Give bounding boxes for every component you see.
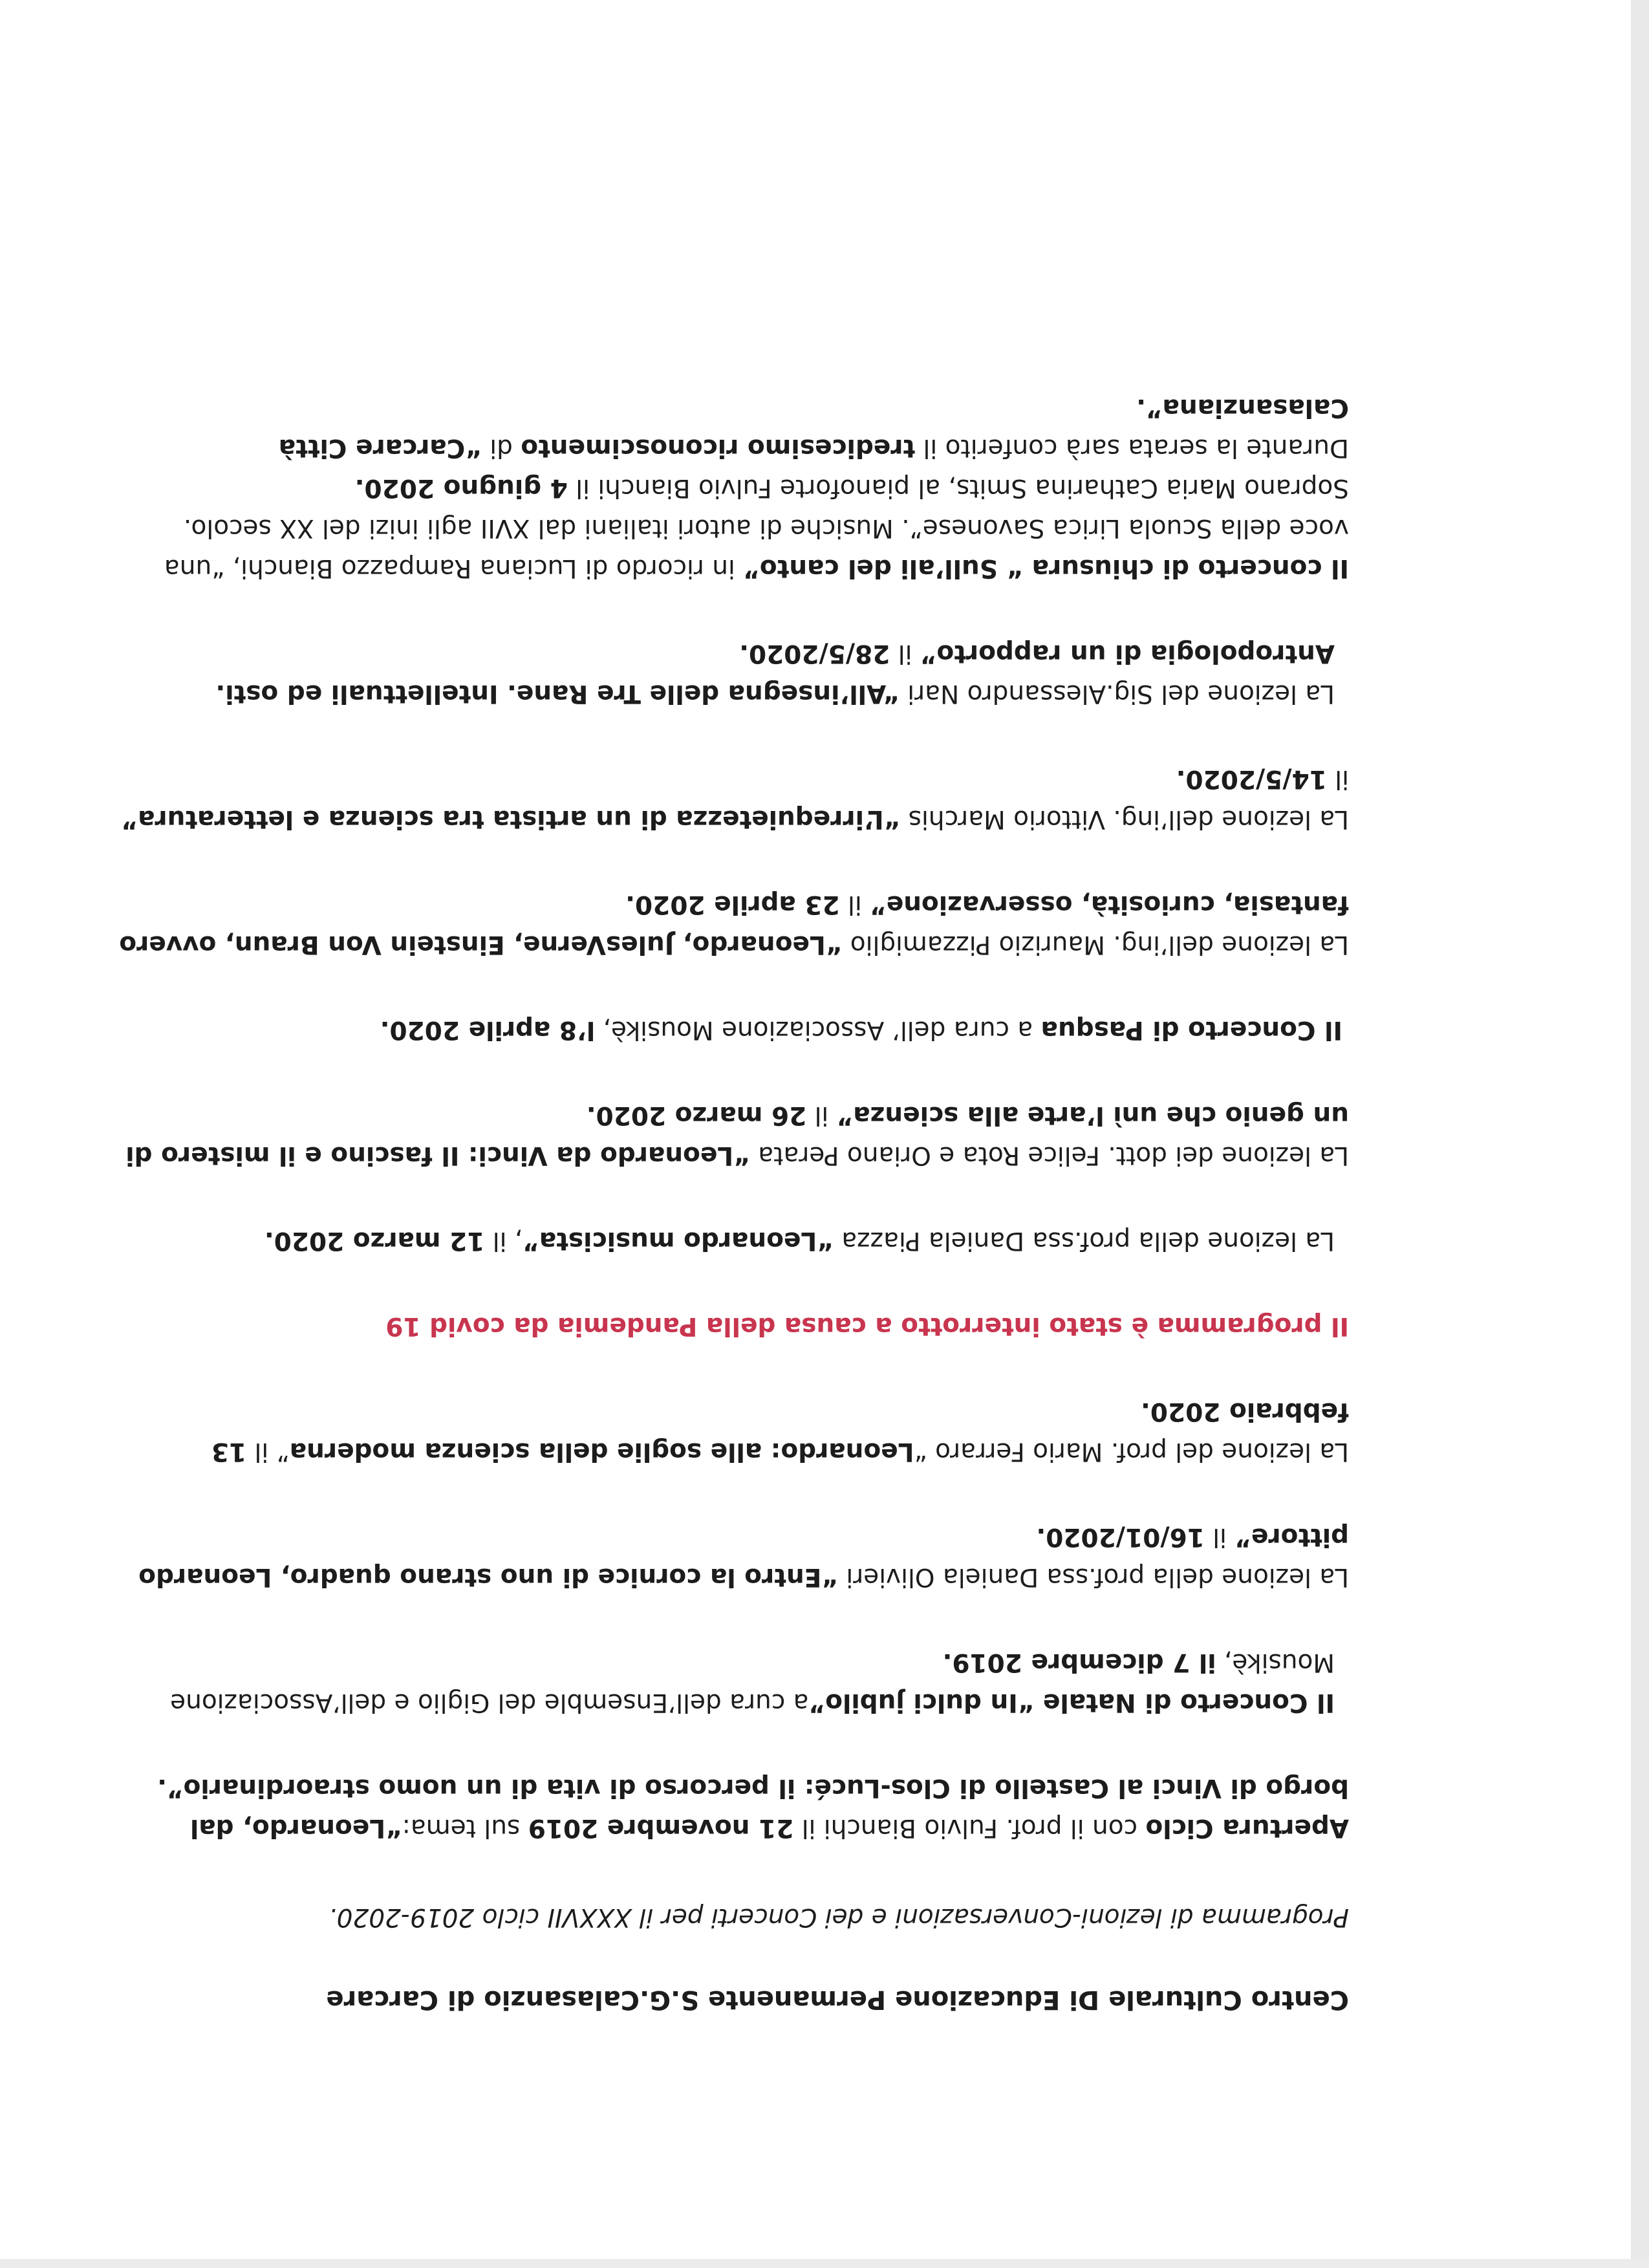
chiusura-text-3: di — [481, 433, 521, 462]
nari-date: 28/5/2020. — [739, 639, 890, 668]
marchis-title: “L’irrequietezza di un artista tra scienza e letteratura” — [121, 805, 901, 834]
olivieri-text: La lezione della prof.ssa Daniela Olivieri — [837, 1562, 1349, 1592]
natale-paragraph — [101, 1642, 1349, 1722]
award-name: “Carcare Città Calasanziana”. — [278, 393, 1349, 462]
rota-date: 26 marzo 2020. — [586, 1101, 807, 1130]
organization-title: Centro Culturale Di Educazione Permanente S.G.Calasanzio di Carcare — [326, 1985, 1349, 2014]
olivieri-title: “Entro la cornice di uno strano quadro, Leonardo pittore” — [138, 1522, 1349, 1592]
chiusura-label: Il concerto di chiusura — [1031, 554, 1349, 583]
apertura-text-2: sul tema: — [402, 1813, 528, 1842]
program-title: Programma di lezioni-Conversazioni e dei Concerti per il XXXVII ciclo 2019-2020. — [329, 1903, 1349, 1932]
pandemic-notice: Il programma è stato interrotto a causa della Pandemia da covid 19 — [385, 1312, 1349, 1341]
piazza-text-2: , il — [484, 1226, 523, 1255]
award-ordinal: tredicesimo riconoscimento — [521, 433, 916, 462]
chiusura-date: 4 giugno 2020. — [354, 473, 568, 502]
ferraro-paragraph — [101, 1391, 1349, 1471]
chiusura-text-2: Durante la serata sarà conferito il — [915, 433, 1349, 462]
marchis-date: 14/5/2020. — [1176, 764, 1327, 794]
pasqua-text: a cura dell’ Associazione Mousikè, — [595, 1015, 1041, 1044]
pasqua-date: l’8 aprile 2020. — [380, 1015, 596, 1044]
piazza-paragraph — [101, 1220, 1349, 1260]
pizzamiglio-date: 23 aprile 2020. — [625, 890, 840, 919]
pasqua-paragraph — [101, 1010, 1349, 1050]
nari-paragraph — [101, 633, 1349, 713]
nari-text: La lezione del Sig.Alessandro Nari — [899, 679, 1335, 708]
nari-title: “All’insegna delle Tre Rane. Intellettuali ed osti. Antropologia di un rapporto” — [215, 639, 1335, 708]
apertura-date: 21 novembre 2019 — [528, 1813, 794, 1842]
rota-paragraph — [101, 1095, 1349, 1175]
natale-date: il 7 dicembre 2019. — [942, 1648, 1216, 1677]
pizzamiglio-text: La lezione dell’ing. Maurizio Pizzamiglio — [842, 930, 1349, 959]
olivieri-paragraph — [101, 1517, 1349, 1597]
rota-title: “Leonardo da Vinci: Il fascino e il mistero di un genio che unì l’arte alla scienza” — [125, 1101, 1349, 1170]
natale-title: “In dulci jubilo” — [808, 1688, 1043, 1717]
apertura-theme: “Leonardo, dal borgo di Vinci al Castello di Clos-Lucé: il percorso di vita di un uomo straordinario”. — [157, 1773, 1349, 1842]
chiusura-text: in ricordo di Luciana Rampazzo Bianchi, “una voce della Scuola Lirica Savonese”. Musiche di autori italiani dal XVII agli inizi del XX secolo. Soprano Maria Catharina Smits, al pianoforte Fulvio Bianchi il — [164, 473, 1349, 583]
marchis-paragraph — [101, 759, 1349, 839]
piazza-title: “Leonardo musicista” — [523, 1226, 834, 1255]
document-body — [101, 387, 1349, 2020]
apertura-paragraph — [101, 1767, 1349, 1848]
chiusura-paragraph — [101, 387, 1349, 588]
pizzamiglio-title: “Leonardo, JulesVerne, Einstein Von Braun, ovvero fantasia, curiosità, osservazione” — [119, 890, 1349, 959]
olivieri-date: 16/01/2020. — [1036, 1522, 1205, 1551]
ferraro-date: 13 febbraio 2020. — [211, 1397, 1349, 1466]
pasqua-label: Il Concerto di Pasqua — [1040, 1015, 1342, 1044]
natale-label: Il Concerto di Natale — [1042, 1688, 1335, 1717]
natale-text: a cura dell’Ensemble del Giglio e dell’Associazione Mousikè, — [170, 1648, 1335, 1717]
marchis-text: La lezione dell’ing. Vittorio Marchis — [900, 805, 1349, 834]
piazza-date: 12 marzo 2020. — [264, 1226, 485, 1255]
apertura-text: con il prof. Fulvio Bianchi il — [793, 1813, 1146, 1842]
nari-text-2: il — [890, 639, 920, 668]
pizzamiglio-text-2: il — [839, 890, 870, 919]
chiusura-title: “ Sull’ali del canto” — [743, 554, 1032, 583]
olivieri-text-2: il — [1204, 1522, 1235, 1551]
ferraro-text-2: ” il — [246, 1437, 290, 1466]
marchis-text-2: il — [1326, 764, 1349, 794]
pizzamiglio-paragraph — [101, 884, 1349, 964]
ferraro-text: La lezione del prof. Mario Ferraro “ — [914, 1437, 1349, 1466]
piazza-text: La lezione della prof.ssa Daniela Piazza — [833, 1226, 1335, 1255]
rota-text: La lezione dei dott. Felice Rota e Oriano Perata — [749, 1141, 1349, 1170]
rota-text-2: il — [806, 1101, 837, 1130]
ferraro-title: Leonardo: alle soglie della scienza moderna — [289, 1437, 914, 1466]
apertura-label: Apertura Ciclo — [1145, 1813, 1349, 1842]
